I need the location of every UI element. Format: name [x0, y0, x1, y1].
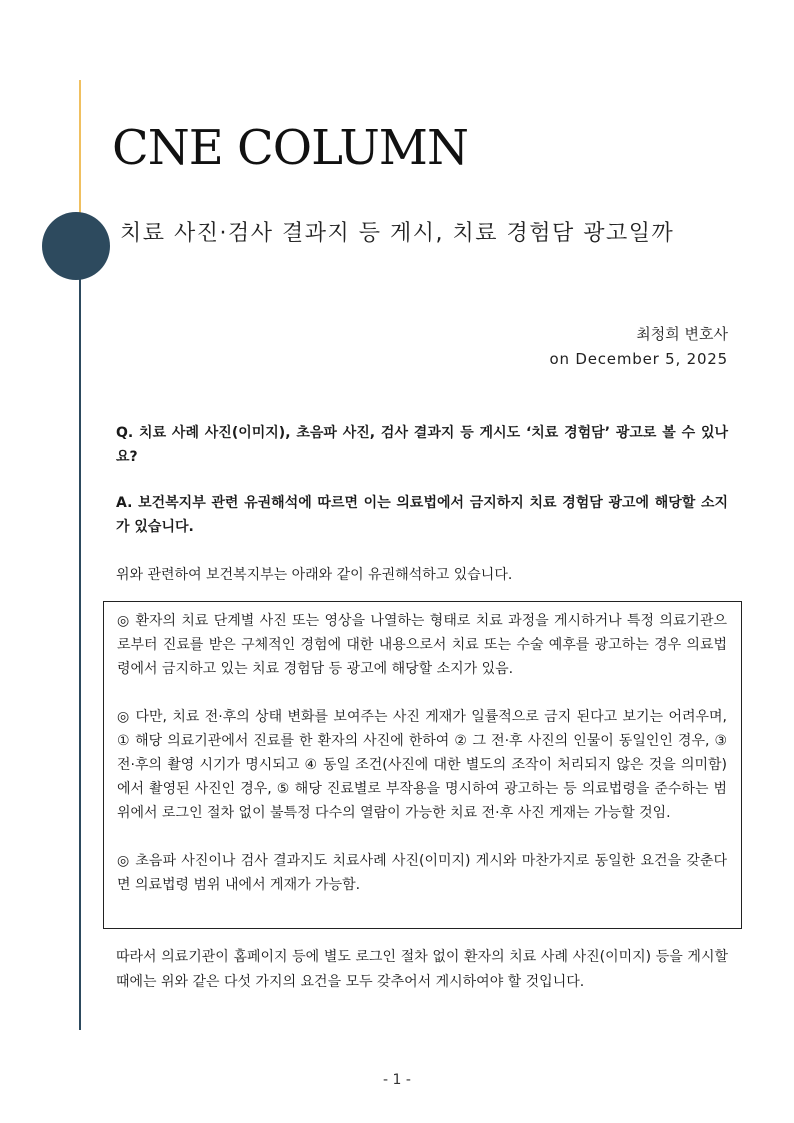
interpretation-paragraph: ◎ 다만, 치료 전·후의 상태 변화를 보여주는 사진 게재가 일률적으로 금지 된다고 보기는 어려우며, ① 해당 의료기관에서 진료를 한 환자의 사진에 한하여 ② 그 전·후 사진의 인물이 동일인인 경우, ③ 전·후의 촬영 시기가 명시되고 ④ 동일 조건(사진에 대한 별도의 조작이 처리되지 않은 것을 의미함)에서 촬영된 사진인 경우, ⑤ 해당 진료별로 부작용을 명시하여 광고하는 등 의료법령을 준수하는 범위에서 로그인 절차 없이 불특정 다수의 열람이 가능한 치료 전·후 사진 게재는 가능할 것임.	[117, 709, 727, 821]
decorative-line-top	[79, 80, 81, 215]
decorative-line-bottom	[79, 245, 81, 1030]
interpretation-paragraph: ◎ 초음파 사진이나 검사 결과지도 치료사례 사진(이미지) 게시와 마찬가지로 동일한 요건을 갖춘다면 의료법령 범위 내에서 게재가 가능함.	[117, 853, 727, 893]
answer-text: A. 보건복지부 관련 유권해석에 따르면 이는 의료법에서 금지하지 치료 경험담 광고에 해당할 소지가 있습니다.	[116, 495, 728, 535]
question-text: Q. 치료 사례 사진(이미지), 초음파 사진, 검사 결과지 등 게시도 ‘치료 경험담’ 광고로 볼 수 있나요?	[116, 425, 728, 465]
page-subtitle: 치료 사진·검사 결과지 등 게시, 치료 경험담 광고일까	[120, 221, 675, 246]
byline	[550, 322, 728, 372]
conclusion-paragraph: 따라서 의료기관이 홈페이지 등에 별도 로그인 절차 없이 환자의 치료 사례 사진(이미지) 등을 게시할 때에는 위와 같은 다섯 가지의 요건을 모두 갖추어서 게시하여야 할 것입니다.	[116, 949, 728, 990]
intro-paragraph: 위와 관련하여 보건복지부는 아래와 같이 유권해석하고 있습니다.	[116, 567, 513, 583]
interpretation-box	[103, 601, 742, 929]
author-name: 최청희 변호사	[636, 325, 728, 343]
publish-date: on December 5, 2025	[549, 350, 728, 368]
decorative-circle	[42, 212, 110, 280]
interpretation-paragraph: ◎ 환자의 치료 단계별 사진 또는 영상을 나열하는 형태로 치료 과정을 게시하거나 특정 의료기관으로부터 진료를 받은 구체적인 경험에 대한 내용으로서 치료 또는 수술 예후를 광고하는 경우 의료법령에서 금지하고 있는 치료 경험담 등 광고에 해당할 소지가 있음.	[117, 613, 727, 677]
page-number: - 1 -	[383, 1072, 411, 1088]
page-title: CNE COLUMN	[112, 120, 468, 176]
